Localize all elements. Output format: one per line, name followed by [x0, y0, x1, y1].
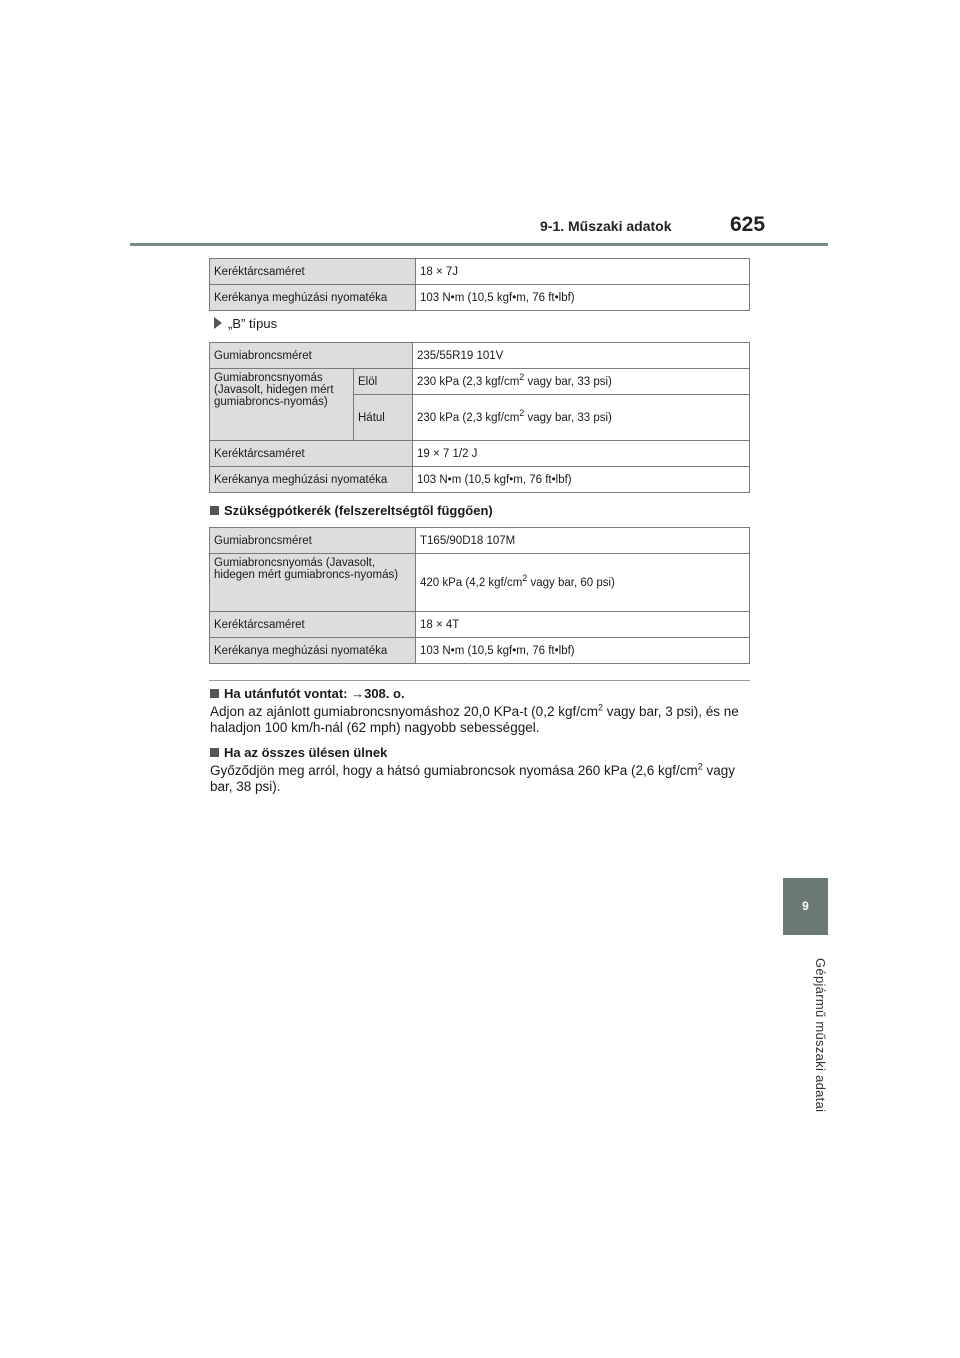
- triangle-bullet-icon: [214, 317, 222, 329]
- rear-pressure-value: 230 kPa (2,3 kgf/$cm^2$ vagy bar, 33 psi): [413, 395, 750, 441]
- tire-pressure-value: 420 kPa (4,2 kgf/$cm^2$ vagy bar, 60 psi): [416, 554, 750, 612]
- spare-wheel-title: Szükségpótkerék (felszereltségtől függően): [224, 503, 493, 518]
- seats-note-title: Ha az összes ülésen ülnek: [224, 745, 388, 760]
- rear-label: Hátul: [354, 395, 413, 441]
- tire-pressure-label: Gumiabroncsnyomás (Javasolt, hidegen mért gumiabroncs-nyomás): [210, 554, 416, 612]
- trailer-note-title: Ha utánfutót vontat: →308. o.: [224, 686, 405, 701]
- rim-size-value: 18 × 4T: [416, 612, 750, 638]
- tire-size-value: T165/90D18 107M: [416, 528, 750, 554]
- torque-value: 103 N•m (10,5 kgf•m, 76 ft•lbf): [416, 638, 750, 664]
- torque-value: 103 N•m (10,5 kgf•m, 76 ft•lbf): [413, 467, 750, 493]
- tire-pressure-label: Gumiabroncsnyomás (Javasolt, hidegen mért gumiabroncs-nyomás): [210, 369, 354, 441]
- chapter-label: Gépjármű műszaki adatai: [813, 957, 828, 1113]
- b-type-title: „B” típus: [228, 316, 278, 331]
- rim-size-label: Keréktárcsaméret: [210, 612, 416, 638]
- header-divider: [130, 243, 828, 246]
- section-title: 9-1. Műszaki adatok: [540, 218, 672, 234]
- rim-size-label: Keréktárcsaméret: [210, 441, 413, 467]
- front-label: Elöl: [354, 369, 413, 395]
- torque-label: Kerékanya meghúzási nyomatéka: [210, 638, 416, 664]
- b-type-spec-table: [209, 342, 750, 493]
- tire-size-value: 235/55R19 101V: [413, 343, 750, 369]
- b-type-heading: [214, 316, 277, 331]
- wheel-spec-table-top: [209, 258, 750, 311]
- tire-size-label: Gumiabroncsméret: [210, 343, 413, 369]
- spare-spec-table: [209, 527, 750, 664]
- torque-label: Kerékanya meghúzási nyomatéka: [210, 467, 413, 493]
- trailer-note-text: Adjon az ajánlott gumiabroncsnyomáshoz 20,0 KPa-t (0,2 kgf/$cm^2$ vagy bar, 3 psi), és ne haladjon 100 km/h-nál (62 mph) nagyobb sebességgel.: [210, 702, 739, 735]
- chapter-tab: 9: [783, 878, 828, 935]
- rim-size-value: 18 × 7J: [416, 259, 750, 285]
- spare-wheel-heading: [210, 503, 493, 518]
- square-bullet-icon: [210, 689, 219, 698]
- rim-size-label: Keréktárcsaméret: [210, 259, 416, 285]
- front-pressure-value: 230 kPa (2,3 kgf/$cm^2$ vagy bar, 33 psi): [413, 369, 750, 395]
- trailer-note-heading: [210, 686, 405, 701]
- notes-divider: [209, 680, 750, 681]
- square-bullet-icon: [210, 748, 219, 757]
- rim-size-value: 19 × 7 1/2 J: [413, 441, 750, 467]
- seats-note-text: Győződjön meg arról, hogy a hátsó gumiabroncsok nyomása 260 kPa (2,6 kgf/$cm^2$ vagy bar, 38 psi).: [210, 761, 736, 794]
- torque-label: Kerékanya meghúzási nyomatéka: [210, 285, 416, 311]
- tire-size-label: Gumiabroncsméret: [210, 528, 416, 554]
- page-number: 625: [730, 213, 766, 236]
- square-bullet-icon: [210, 506, 219, 515]
- torque-value: 103 N•m (10,5 kgf•m, 76 ft•lbf): [416, 285, 750, 311]
- seats-note-heading: [210, 745, 387, 760]
